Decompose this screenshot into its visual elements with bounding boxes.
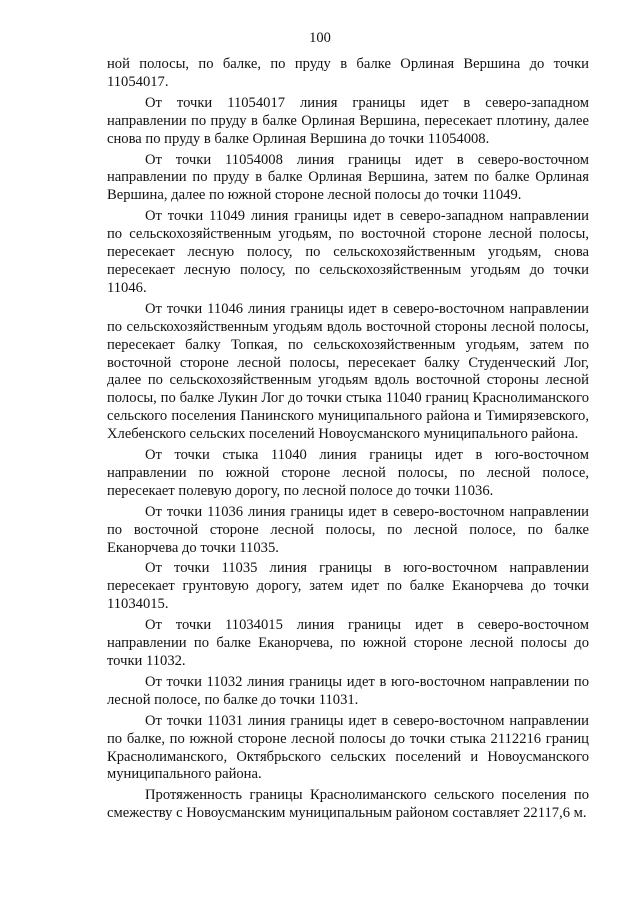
paragraph: От точки 11054017 линия границы идет в северо-западном направлении по пруду в балке Орлиная Вершина, пересекает плотину, далее снова по пруду в балке Орлиная Вершина до точки 11054008. [107,94,589,147]
paragraph: От точки 11036 линия границы идет в северо-восточном направлении по восточной стороне лесной полосы, по лесной полосе, по балке Еканорчева до точки 11035. [107,503,589,556]
paragraph: От точки 11032 линия границы идет в юго-восточном направлении по лесной полосе, по балке до точки 11031. [107,673,589,708]
paragraph: От точки 11031 линия границы идет в северо-восточном направлении по балке, по южной стороне лесной полосы до точки стыка 2112216 границ Краснолиманского, Октябрьского сельских поселений и Новоусманского муниципального района. [107,712,589,783]
paragraph: От точки стыка 11040 линия границы идет в юго-восточном направлении по южной стороне лесной полосы, по лесной полосе, пересекает полевую дорогу, по лесной полосе до точки 11036. [107,447,589,499]
document-body [107,56,589,823]
page-number: 100 [309,30,331,46]
paragraph: ной полосы, по балке, по пруду в балке Орлиная Вершина до точки 11054017. [107,56,589,90]
paragraph: От точки 11046 линия границы идет в северо-восточном направлении по сельскохозяйственным угодьям вдоль восточной стороны лесной полосы, пересекает балку Топкая, по сельскохозяйственным угодьям, затем по восточной стороне лесной полосы, пересекает балку Студенческий Лог, далее по сельскохозяйственным угодьям вдоль восточной стороны лесной полосы, по балке Лукин Лог до точки стыка 11040 границ Краснолиманского сельского поселения Панинского муниципального района и Тимирязевского, Хлебенского сельских поселений Новоусманского муниципального района. [107,300,589,443]
paragraph: От точки 11049 линия границы идет в северо-западном направлении по сельскохозяйственным угодьям, по восточной стороне лесной полосы, пересекает лесную полосу, по сельскохозяйственным угодьям, снова пересекает лесную полосу, по сельскохозяйственным угодьям до точки 11046. [107,208,589,296]
paragraph: От точки 11034015 линия границы идет в северо-восточном направлении по балке Еканорчева, по южной стороне лесной полосы до точки 11032. [107,617,589,669]
paragraph: От точки 11054008 линия границы идет в северо-восточном направлении по пруду в балке Орлиная Вершина, затем по балке Орлиная Вершина, далее по южной стороне лесной полосы до точки 11049. [107,151,589,204]
paragraph: Протяженность границы Краснолиманского сельского поселения по смежеству с Новоусманским муниципальным районом составляет 22117,6 м. [107,787,589,822]
paragraph: От точки 11035 линия границы в юго-восточном направлении пересекает грунтовую дорогу, затем идет по балке Еканорчева до точки 11034015. [107,560,589,613]
